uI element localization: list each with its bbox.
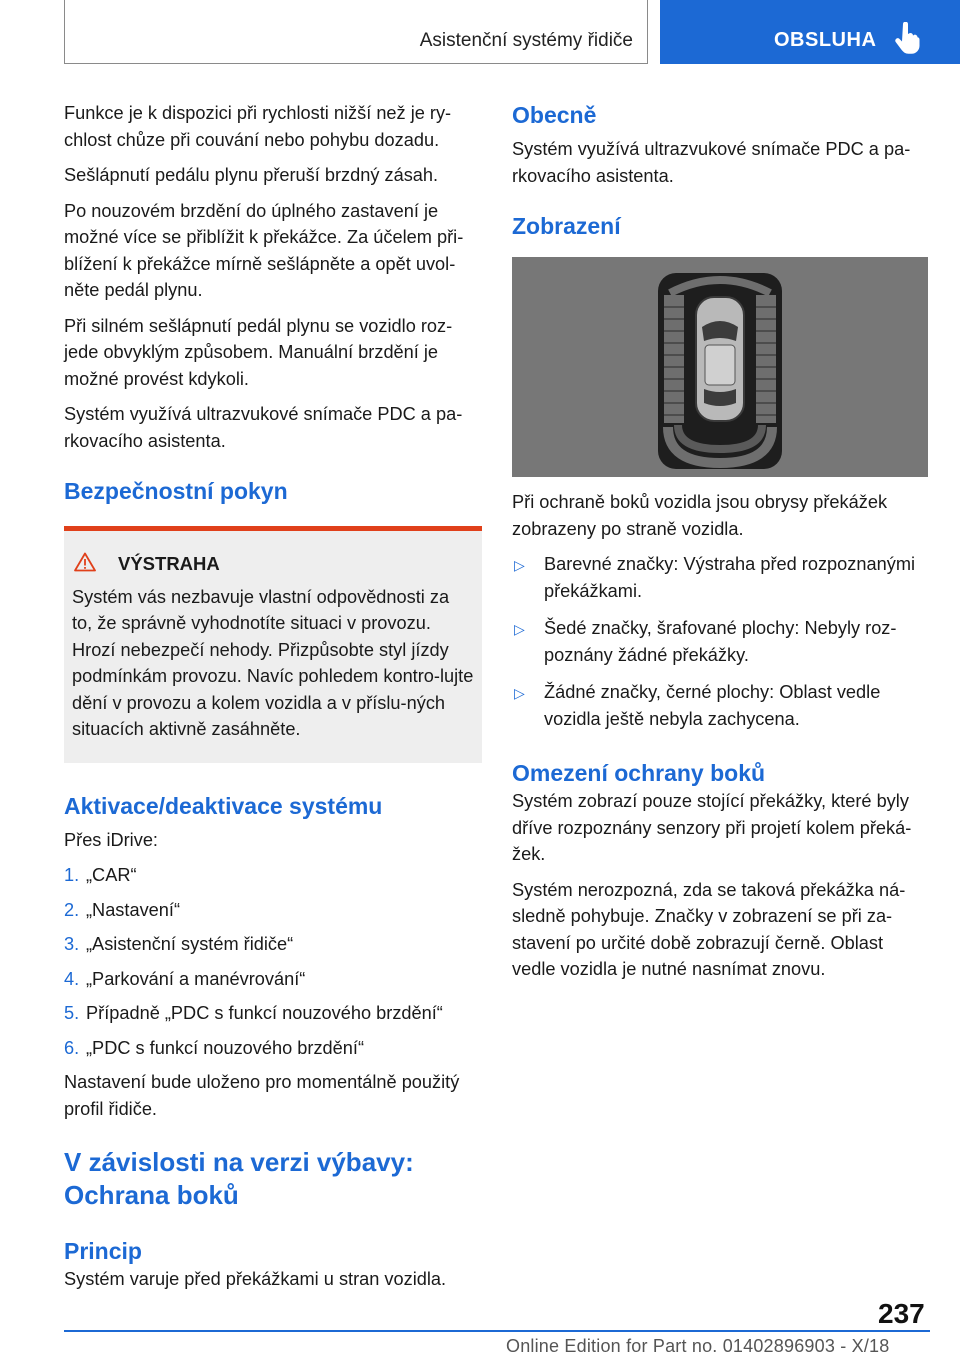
step-text: „Parkování a manévrování“ xyxy=(86,968,306,989)
hand-pointer-icon xyxy=(894,22,920,54)
bullet-text: Žádné značky, černé plochy: Oblast vedle vozidla ještě nebyla zachycena. xyxy=(544,682,881,729)
header-section-box xyxy=(64,0,648,64)
activation-note: Nastavení bude uloženo pro momentálně použitý profil řidiče. xyxy=(64,1072,460,1119)
warning-triangle-icon xyxy=(74,552,96,572)
chapter-tab[interactable] xyxy=(660,0,960,64)
list-item xyxy=(64,1000,482,1027)
step-text: „Nastavení“ xyxy=(86,899,181,920)
step-number: 2. xyxy=(64,899,80,920)
warning-title: VÝSTRAHA xyxy=(118,553,220,574)
display-heading: Zobrazení xyxy=(512,213,621,239)
paragraph: Po nouzovém brzdění do úplného zastavení je možné více se přiblížit k překážce. Za účelem při-blížení k překážce mírně sešlápněte a opět uvol-něte pedál plynu. xyxy=(64,200,464,300)
step-text: „PDC s funkcí nouzového brzdění“ xyxy=(86,1037,364,1058)
list-item xyxy=(64,862,482,889)
step-number: 4. xyxy=(64,968,80,989)
display-legend-list xyxy=(512,551,930,732)
general-text: Systém využívá ultrazvukové snímače PDC a pa-rkovacího asistenta. xyxy=(512,139,911,186)
footer-divider xyxy=(64,1330,930,1332)
list-item xyxy=(64,966,482,993)
limits-heading: Omezení ochrany boků xyxy=(512,760,766,786)
chapter-heading-line2: Ochrana boků xyxy=(64,1180,239,1210)
limits-paragraph: Systém zobrazí pouze stojící překážky, které byly dříve rozpoznány senzory při projetí kolem překá-žek. xyxy=(512,791,912,864)
list-item xyxy=(512,551,930,604)
side-protection-figure xyxy=(512,257,928,477)
triangle-right-icon: ▷ xyxy=(514,685,525,701)
safety-heading: Bezpečnostní pokyn xyxy=(64,478,288,504)
list-item xyxy=(64,931,482,958)
right-column xyxy=(512,100,930,992)
step-number: 5. xyxy=(64,1003,80,1023)
paragraph: Funkce je k dispozici při rychlosti nižší než je ry-chlost chůze při couvání nebo pohybu dozadu. xyxy=(64,103,452,150)
limits-paragraph: Systém nerozpozná, zda se taková překážka ná-sledně pohybuje. Značky v zobrazení se při za-stavení po určité době zobrazují černě. Oblast vedle vozidla je nutné nasnímat znovu. xyxy=(512,879,906,979)
section-title: Asistenční systémy řidiče xyxy=(419,30,633,51)
step-number: 3. xyxy=(64,934,80,954)
step-text: „CAR“ xyxy=(86,865,137,885)
chapter-tab-label: OBSLUHA xyxy=(774,29,877,51)
list-item xyxy=(64,897,482,924)
triangle-right-icon: ▷ xyxy=(514,557,525,573)
paragraph: Sešlápnutí pedálu plynu přeruší brzdný zásah. xyxy=(64,165,439,185)
warning-box xyxy=(64,526,482,763)
chapter-heading-line1: V závislosti na verzi výbavy: xyxy=(64,1147,414,1177)
paragraph: Systém využívá ultrazvukové snímače PDC a pa-rkovacího asistenta. xyxy=(64,404,463,451)
step-text: Případně „PDC s funkcí nouzového brzdění“ xyxy=(86,1003,443,1023)
warning-text: Systém vás nezbavuje vlastní odpovědnosti za to, že správně vyhodnotíte situaci v provozu. Hrozí nebezpečí nehody. Přizpůsobte styl jízdy podmínkám provozu. Navíc pohledem kontro-lujte dění v provozu a kolem vozidla a v příslu-ných situacích aktivně zasáhněte. xyxy=(72,586,474,739)
warning-title-row xyxy=(72,551,474,578)
page-number: 237 xyxy=(878,1298,925,1329)
step-text: „Asistenční systém řidiče“ xyxy=(86,934,294,954)
paragraph: Při silném sešlápnutí pedál plynu se vozidlo roz-jede obvyklým způsobem. Manuální brzdění je možné provést kdykoli. xyxy=(64,315,453,389)
left-column xyxy=(64,100,482,1302)
general-heading: Obecně xyxy=(512,102,597,128)
display-text: Při ochraně boků vozidla jsou obrysy překážek zobrazeny po straně vozidla. xyxy=(512,492,888,539)
list-item xyxy=(64,1035,482,1062)
activation-heading: Aktivace/deaktivace systému xyxy=(64,792,383,819)
activation-steps xyxy=(64,862,482,1061)
edition-note: Online Edition for Part no. 01402896903 - X/18 xyxy=(506,1336,890,1356)
step-number: 6. xyxy=(64,1037,80,1058)
princip-heading: Princip xyxy=(64,1238,142,1264)
bullet-text: Šedé značky, šrafované plochy: Nebyly roz-poznány žádné překážky. xyxy=(544,618,897,665)
list-item xyxy=(512,615,930,668)
bullet-text: Barevné značky: Výstraha před rozpoznanými překážkami. xyxy=(544,554,916,601)
activation-intro: Přes iDrive: xyxy=(64,829,158,850)
princip-text: Systém varuje před překážkami u stran vozidla. xyxy=(64,1269,447,1289)
triangle-right-icon: ▷ xyxy=(514,621,525,637)
vehicle-top-view-illustration xyxy=(512,257,928,477)
step-number: 1. xyxy=(64,865,80,885)
list-item xyxy=(512,679,930,732)
